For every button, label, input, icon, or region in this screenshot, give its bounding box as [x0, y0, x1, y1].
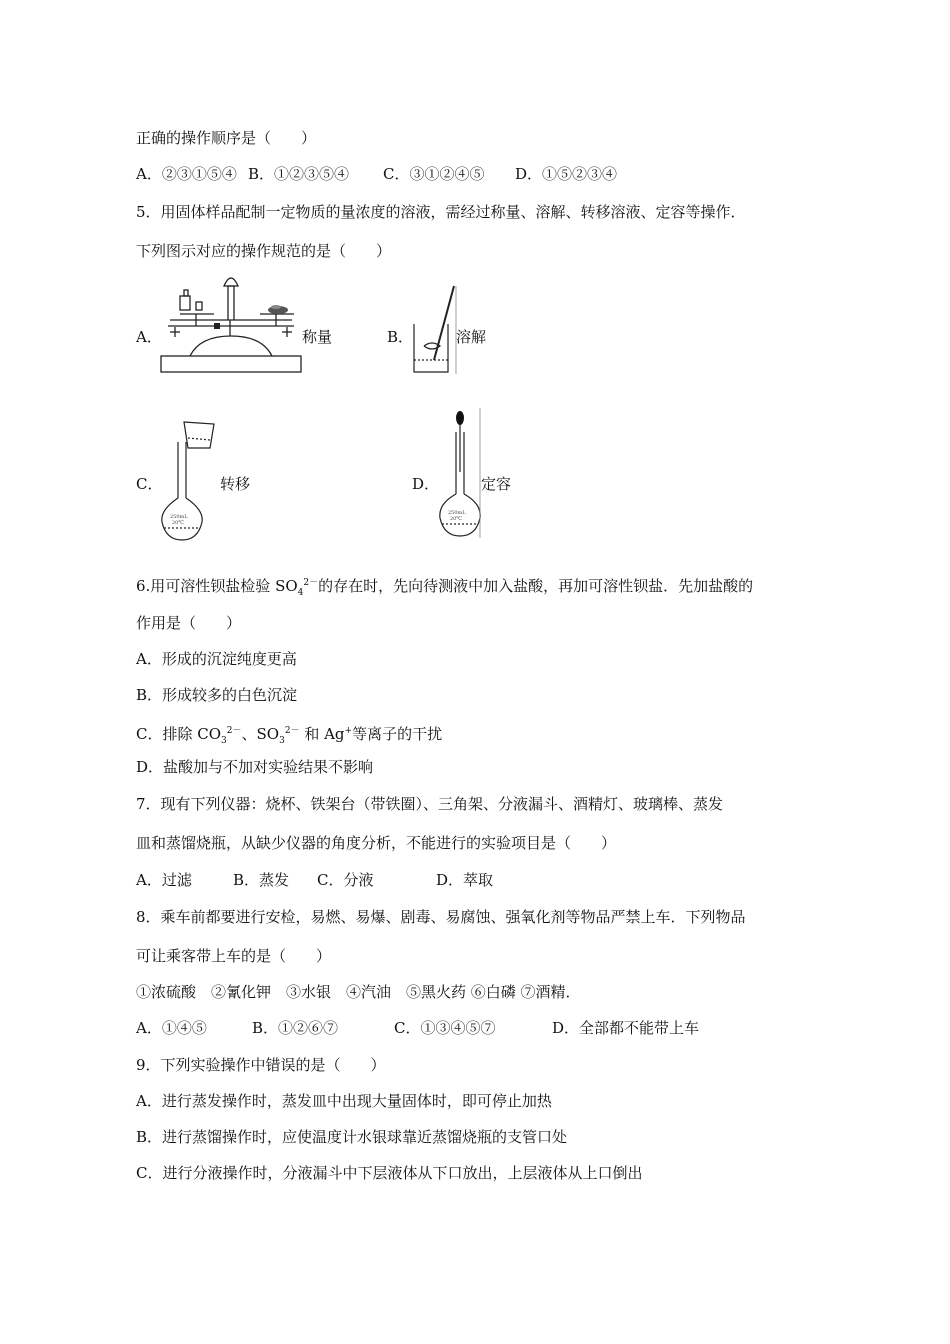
- q5-fig-b-letter: B．: [387, 328, 414, 346]
- q7-line2: 皿和蒸馏烧瓶，从缺少仪器的角度分析，不能进行的实验项目是（ ）: [136, 834, 617, 852]
- svg-text:250mL: 250mL: [448, 510, 466, 516]
- q9-option-c: C．进行分液操作时，分液漏斗中下层液体从下口放出，上层液体从上口倒出: [136, 1164, 643, 1182]
- q7-line1: 7．现有下列仪器：烧杯、铁架台（带铁圈）、三角架、分液漏斗、酒精灯、玻璃棒、蒸发: [136, 795, 724, 813]
- beaker-stirring-icon: [408, 284, 458, 378]
- q6-option-b: B．形成较多的白色沉淀: [136, 686, 298, 704]
- q6-line2: 作用是（ ）: [136, 614, 242, 632]
- q6-option-c: C．排除 $CO_3^{2-}$、$SO_3^{2-}$ 和 Ag+等离子的干扰: [136, 725, 443, 746]
- q8-option-a: A．①④⑤: [136, 1019, 207, 1037]
- svg-text:250mL: 250mL: [170, 514, 188, 520]
- q4-option-c: C．③①②④⑤: [383, 165, 485, 183]
- q6-option-d: D．盐酸加与不加对实验结果不影响: [136, 758, 374, 776]
- q4-option-b: B．①②③⑤④: [248, 165, 350, 183]
- q5-line2: 下列图示对应的操作规范的是（ ）: [136, 242, 392, 260]
- q5-fig-d-letter: D．: [412, 475, 440, 493]
- q5-fig-b-caption: 溶解: [456, 328, 487, 346]
- q6-option-a: A．形成的沉淀纯度更高: [136, 650, 297, 668]
- q4-stem: 正确的操作顺序是（ ）: [136, 129, 317, 147]
- q5-fig-a-caption: 称量: [302, 328, 333, 346]
- pouring-flask-icon: [158, 418, 220, 542]
- q9-option-a: A．进行蒸发操作时，蒸发皿中出现大量固体时，即可停止加热: [136, 1092, 552, 1110]
- q9-line1: 9．下列实验操作中错误的是（ ）: [136, 1056, 386, 1074]
- q8-line1: 8．乘车前都要进行安检，易燃、易爆、剧毒、易腐蚀、强氧化剂等物品严禁上车．下列物品: [136, 908, 746, 926]
- q8-option-d: D．全部都不能带上车: [552, 1019, 700, 1037]
- q4-options: [136, 164, 617, 184]
- q7-option-c: C．分液: [317, 871, 374, 889]
- q9-option-b: B．进行蒸馏操作时，应使温度计水银球靠近蒸馏烧瓶的支管口处: [136, 1128, 568, 1146]
- svg-text:20℃: 20℃: [172, 520, 184, 526]
- q6-line1: 6.用可溶性钡盐检验 $SO_4^{2-}$的存在时，先向待测液中加入盐酸，再加可溶性钡盐．先加盐酸的: [136, 577, 754, 598]
- svg-text:20℃: 20℃: [450, 516, 462, 522]
- dropper-flask-icon: [434, 408, 482, 540]
- q8-line3: ①浓硫酸 ②氰化钾 ③水银 ④汽油 ⑤黑火药 ⑥白磷 ⑦酒精．: [136, 983, 581, 1001]
- q8-options: [136, 1018, 699, 1038]
- q5-fig-c-caption: 转移: [220, 475, 251, 493]
- q5-fig-d-caption: 定容: [481, 475, 512, 493]
- q7-option-a: A．过滤: [136, 871, 192, 889]
- q8-line2: 可让乘客带上车的是（ ）: [136, 947, 332, 965]
- q5-fig-c-letter: C．: [136, 475, 163, 493]
- q7-option-b: B．蒸发: [233, 871, 290, 889]
- q7-options: [136, 870, 493, 890]
- q7-option-d: D．萃取: [436, 871, 494, 889]
- q8-option-c: C．①③④⑤⑦: [394, 1019, 496, 1037]
- q5-fig-a-letter: A．: [136, 328, 162, 346]
- balance-icon: [160, 270, 302, 374]
- q5-line1: 5．用固体样品配制一定物质的量浓度的溶液，需经过称量、溶解、转移溶液、定容等操作．: [136, 203, 746, 221]
- q8-option-b: B．①②⑥⑦: [252, 1019, 339, 1037]
- q4-option-d: D．①⑤②③④: [515, 165, 618, 183]
- q4-option-a: A．②③①⑤④: [136, 165, 237, 183]
